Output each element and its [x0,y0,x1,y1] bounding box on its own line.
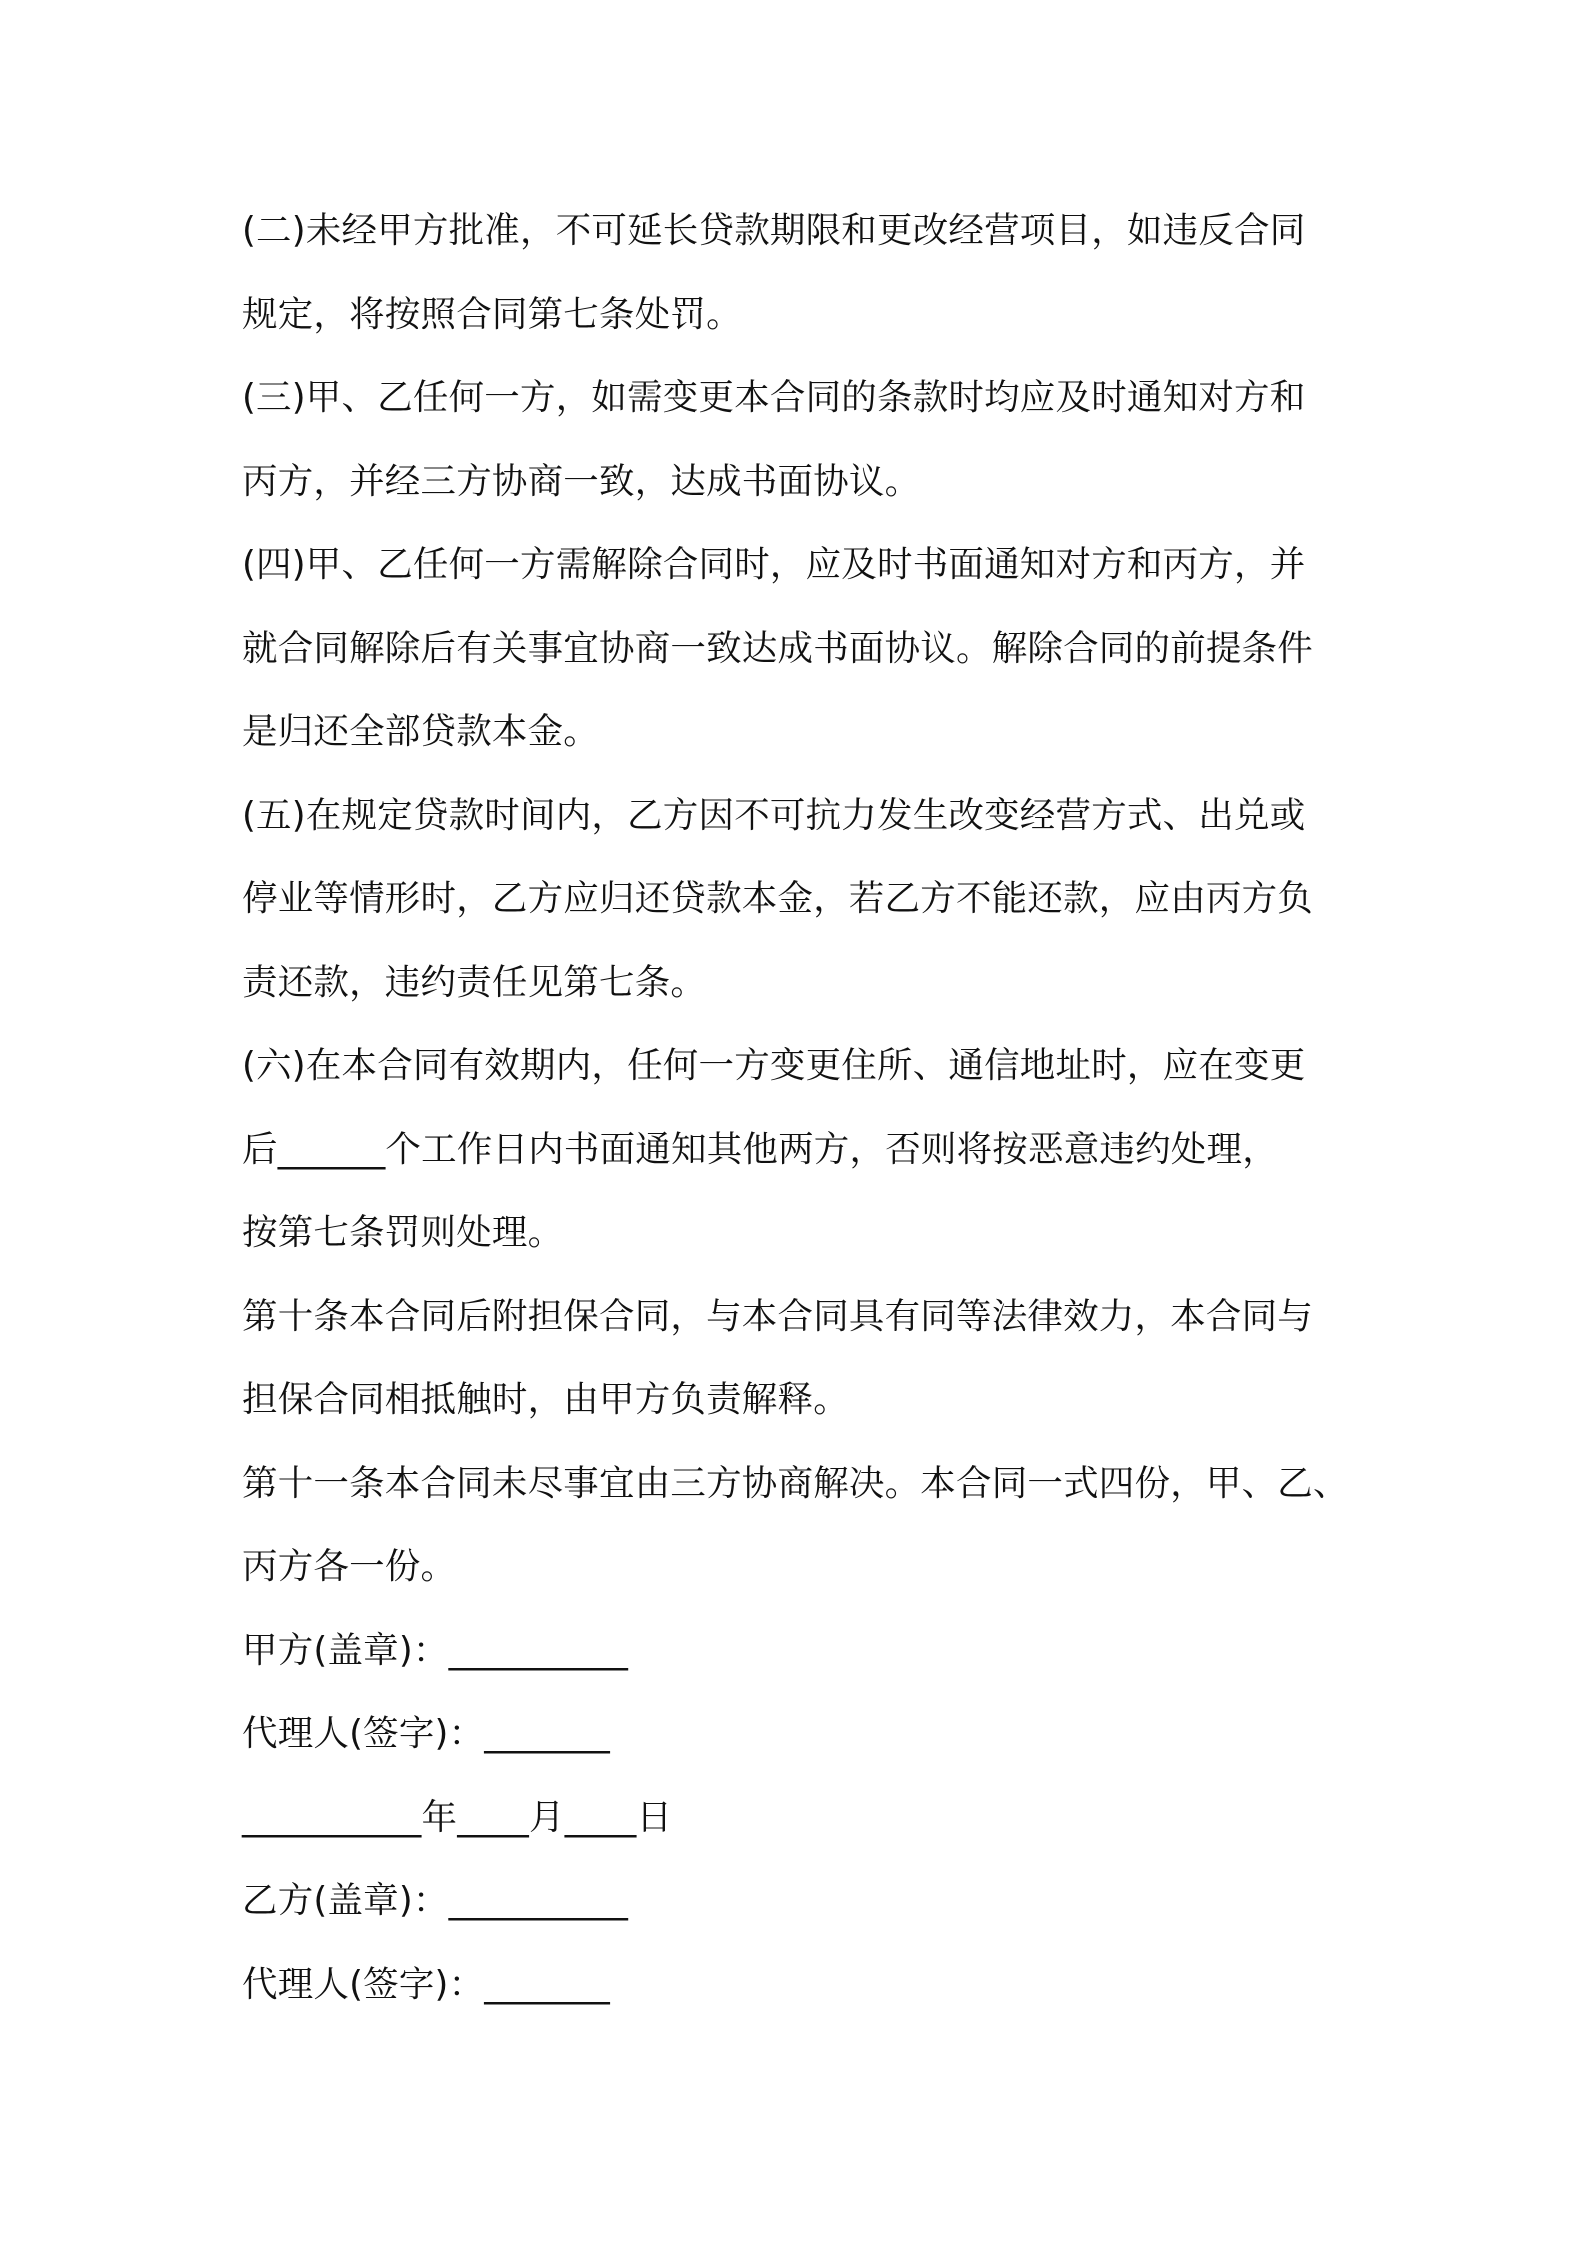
article-10 [242,1282,1362,1449]
clause-4 [242,530,1362,781]
party-b-seal-line: 乙方(盖章)：__________ [242,1880,629,1921]
clause-2 [242,196,1362,363]
clause-3 [242,363,1362,530]
party-a-agent-line: 代理人(签字)：_______ [242,1713,610,1754]
clause-6-line-3: 按第七条罚则处理。 [242,1212,564,1253]
document-body [242,196,1362,2033]
article-11-line-2: 丙方各一份。 [242,1546,457,1587]
party-b-agent-line: 代理人(签字)：_______ [242,1963,610,2005]
clause-5-line-3: 责还款，违约责任见第七条。 [242,961,707,1003]
clause-5 [242,781,1362,1032]
clause-6-line-2: 后______个工作日内书面通知其他两方，否则将按恶意违约处理， [242,1128,1278,1170]
article-11 [242,1449,1362,1616]
clause-5-line-1: (五)在规定贷款时间内，乙方因不可抗力发生改变经营方式、出兑或 [242,794,1306,836]
clause-2-line-1: (二)未经甲方批准，不可延长贷款期限和更改经营项目，如违反合同 [242,210,1306,251]
article-10-line-2: 担保合同相抵触时，由甲方负责解释。 [242,1379,849,1420]
article-10-line-1: 第十条本合同后附担保合同，与本合同具有同等法律效力，本合同与 [242,1295,1314,1337]
clause-5-line-2: 停业等情形时，乙方应归还贷款本金，若乙方不能还款，应由丙方负 [242,878,1314,919]
clause-6-line-1: (六)在本合同有效期内，任何一方变更住所、通信地址时，应在变更 [242,1045,1306,1086]
article-11-line-1: 第十一条本合同未尽事宜由三方协商解决。本合同一式四份，甲、乙、 [242,1462,1349,1504]
clause-3-line-2: 丙方，并经三方协商一致，达成书面协议。 [242,460,921,502]
clause-4-line-3: 是归还全部贷款本金。 [242,711,600,752]
signature-block [242,1616,1362,2034]
date-line: __________年____月____日 [242,1796,673,1838]
clause-4-line-2: 就合同解除后有关事宜协商一致达成书面协议。解除合同的前提条件 [242,627,1314,669]
party-a-seal-line: 甲方(盖章)：__________ [242,1629,629,1671]
clause-4-line-1: (四)甲、乙任何一方需解除合同时，应及时书面通知对方和丙方，并 [242,544,1306,585]
clause-2-line-2: 规定，将按照合同第七条处罚。 [242,293,742,335]
clause-6 [242,1031,1362,1282]
clause-3-line-1: (三)甲、乙任何一方，如需变更本合同的条款时均应及时通知对方和 [242,377,1306,418]
